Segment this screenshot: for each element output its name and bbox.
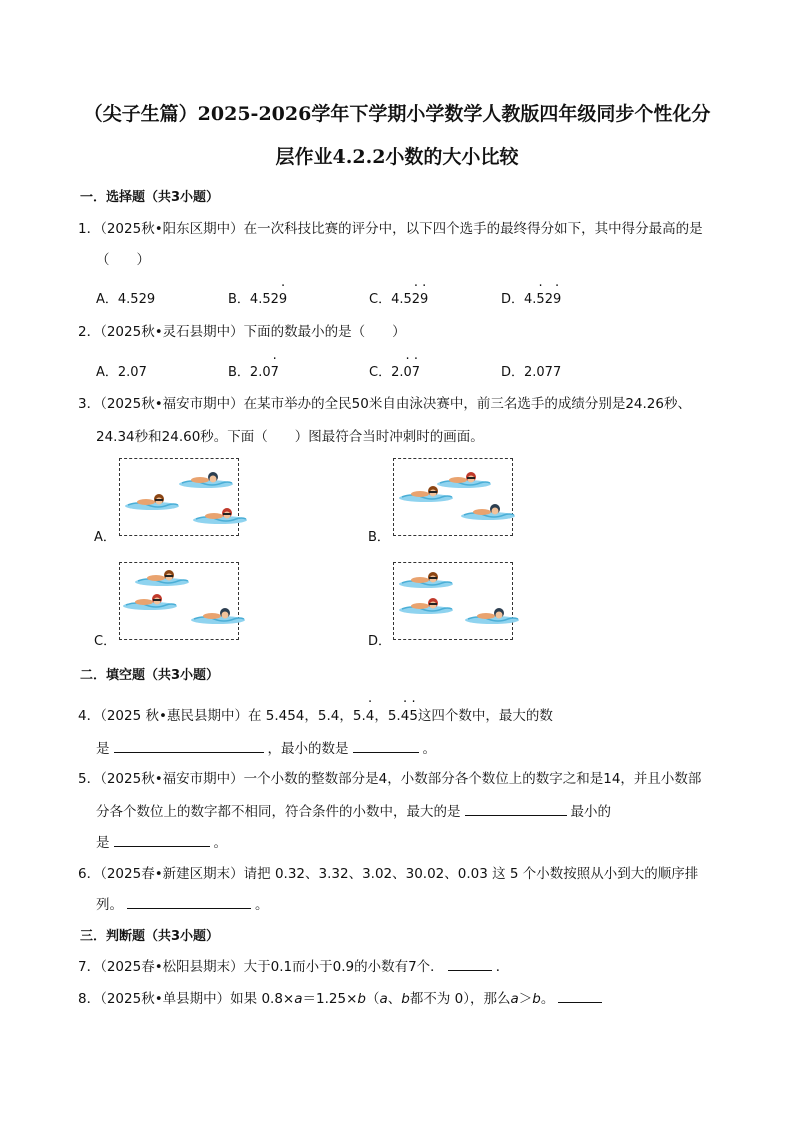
repeating-digit: · 9 [553, 292, 561, 307]
question-text: ． [495, 959, 510, 975]
question-text: 4．（2025 秋•惠民县期中）在 5.454，5.4，5. [78, 708, 366, 724]
question-text: 8．（2025秋•单县期中）如果 0.8× [78, 991, 295, 1007]
answer-blank-judge-8[interactable] [558, 988, 602, 1003]
question-2-option-a[interactable]: A．2.07 [96, 365, 147, 380]
repeating-digit: · 0 [403, 365, 411, 380]
answer-blank-min[interactable] [353, 738, 419, 753]
question-1-option-d[interactable] [501, 288, 561, 307]
swimmer-icon [398, 593, 454, 615]
repeating-digit: · 9 [279, 292, 287, 307]
question-6-answer-line [96, 893, 269, 913]
answer-blank-judge-7[interactable] [448, 956, 492, 971]
answer-blank-max[interactable] [114, 738, 264, 753]
question-text: ，5. [374, 708, 401, 724]
question-1-option-a[interactable]: A．4.529 [96, 292, 156, 307]
answer-blank-largest[interactable] [465, 801, 567, 816]
section-heading-fill: 二．填空题（共3小题） [80, 668, 220, 683]
question-text: ＞ [518, 991, 533, 1007]
question-3-stem-1: 3．（2025秋•福安市期中）在某市举办的全民50米自由泳决赛中，前三名选手的成绩分别是24.26秒、 [78, 396, 691, 412]
repeating-digit: · 9 [420, 292, 428, 307]
option-text: B．2.0 [228, 365, 271, 380]
swimmer-icon [192, 503, 248, 525]
question-text: 是 [96, 741, 110, 757]
question-2-option-c[interactable] [369, 361, 420, 380]
question-5-stem-3 [96, 831, 227, 851]
question-2-option-d[interactable]: D．2.077 [501, 365, 562, 380]
swimmer-icon [190, 603, 246, 625]
question-4-stem [78, 704, 553, 724]
question-text: 7．（2025春•松阳县期末）大于0.1而小于0.9的小数有7个． [78, 959, 444, 975]
swimmer-icon [464, 603, 520, 625]
option-text: D．4. [501, 292, 537, 307]
question-5-stem-2 [96, 800, 611, 820]
answer-blank-smallest[interactable] [114, 832, 210, 847]
question-text: 最小的 [570, 804, 611, 820]
question-text: ＝1.25× [302, 991, 358, 1007]
swimmer-icon [134, 565, 190, 587]
question-2-option-b[interactable] [228, 361, 279, 380]
answer-blank-order[interactable] [127, 894, 251, 909]
question-8-stem [78, 987, 606, 1007]
picture-b-frame [393, 458, 513, 536]
question-text: 是 [96, 835, 110, 851]
repeating-digit: · 7 [271, 365, 279, 380]
variable-a: a [379, 991, 388, 1007]
question-5-stem-1: 5．（2025秋•福安市期中）一个小数的整数部分是4，小数部分各个数位上的数字之和是14，并且小数部 [78, 771, 702, 787]
option-text: 2 [544, 292, 553, 307]
question-text: ，最小的数是 [267, 741, 349, 757]
variable-a: a [294, 991, 303, 1007]
question-text: 、 [387, 991, 402, 1007]
question-2-stem: 2．（2025秋•灵石县期中）下面的数最小的是（ ） [78, 324, 406, 340]
swimmer-icon [398, 567, 454, 589]
variable-b: b [532, 991, 541, 1007]
question-6-stem: 6．（2025春•新建区期末）请把 0.32、3.32、3.02、30.02、0.03 这 5 个小数按照从小到大的顺序排 [78, 866, 699, 882]
picture-c-label[interactable]: C． [94, 634, 117, 649]
question-text: 这四个数中，最大的数 [417, 708, 553, 724]
question-1-paren: （ ） [96, 252, 150, 268]
option-text: C．2. [369, 365, 404, 380]
variable-a: a [510, 991, 519, 1007]
option-text: C．4.5 [369, 292, 412, 307]
picture-b-label[interactable]: B． [368, 530, 390, 545]
repeating-digit: · 7 [412, 365, 420, 380]
question-text: 都不为 0），那么 [409, 991, 511, 1007]
question-1-stem: 1．（2025秋•阳东区期中）在一次科技比赛的评分中，以下四个选手的最终得分如下，其中得分最高的是 [78, 221, 703, 237]
repeating-digit: · 4 [401, 708, 410, 724]
question-text: 。 [255, 897, 269, 913]
variable-b: b [357, 991, 366, 1007]
picture-d-frame [393, 562, 513, 640]
question-1-option-c[interactable] [369, 288, 428, 307]
repeating-digit: · 5 [409, 708, 418, 724]
page-title-line-2: 层作业4.2.2小数的大小比较 [275, 146, 519, 168]
question-text: 。 [540, 991, 555, 1007]
picture-d-label[interactable]: D． [368, 634, 392, 649]
swimmer-icon [124, 489, 180, 511]
question-4-answer-line [96, 737, 436, 757]
section-heading-judge: 三．判断题（共3小题） [80, 929, 220, 944]
picture-a-label[interactable]: A． [94, 530, 116, 545]
question-text: 分各个数位上的数字都不相同，符合条件的小数中，最大的是 [96, 804, 461, 820]
repeating-digit: · 4 [366, 708, 375, 724]
swimmer-icon [122, 589, 178, 611]
question-text: 列。 [96, 897, 123, 913]
picture-a-frame [119, 458, 239, 536]
question-text: 。 [213, 835, 227, 851]
repeating-digit: · 2 [412, 292, 420, 307]
question-7-stem [78, 955, 509, 975]
page-title-line-1: （尖子生篇）2025-2026学年下学期小学数学人教版四年级同步个性化分 [83, 103, 711, 125]
question-1-option-b[interactable] [228, 288, 287, 307]
swimmer-icon [178, 467, 234, 489]
variable-b: b [401, 991, 410, 1007]
picture-c-frame [119, 562, 239, 640]
question-text: （ [365, 991, 380, 1007]
swimmer-icon [398, 481, 454, 503]
repeating-digit: · 5 [536, 292, 544, 307]
swimmer-icon [460, 499, 516, 521]
question-text: 。 [422, 741, 436, 757]
question-3-stem-2: 24.34秒和24.60秒。下面（ ）图最符合当时冲刺时的画面。 [96, 429, 484, 445]
option-text: B．4.52 [228, 292, 279, 307]
section-heading-choice: 一．选择题（共3小题） [80, 190, 220, 205]
